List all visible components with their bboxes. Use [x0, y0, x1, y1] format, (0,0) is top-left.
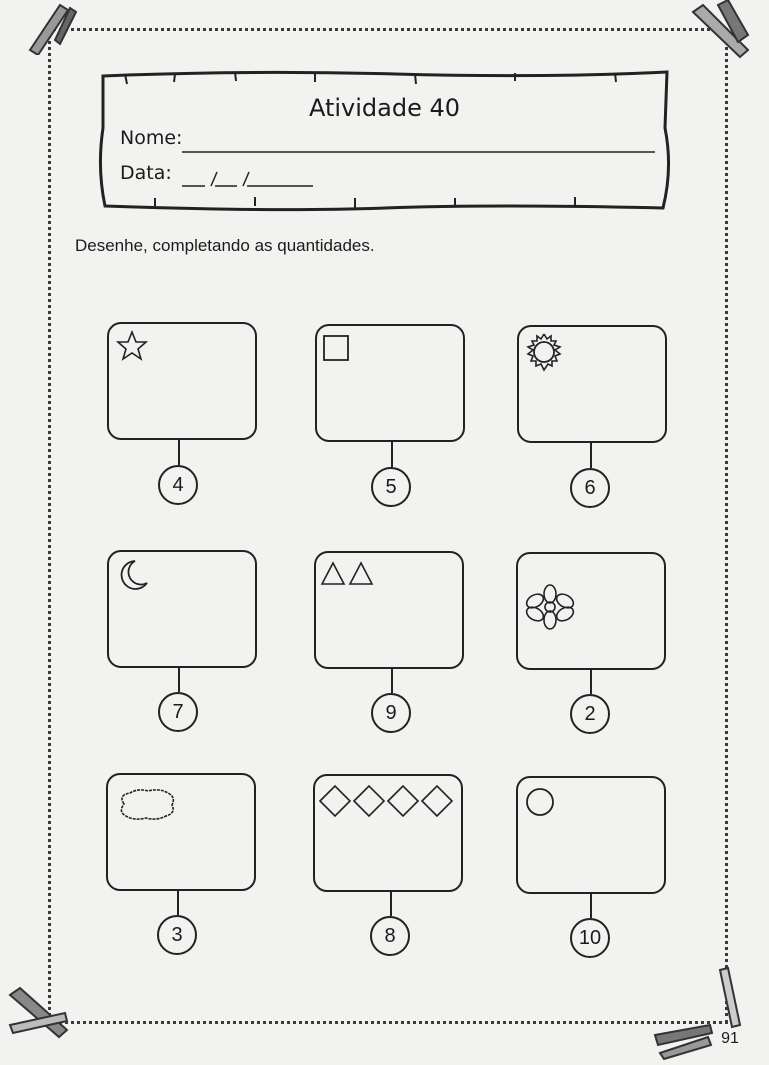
target-number: 5 [371, 467, 411, 507]
target-number: 8 [370, 916, 410, 956]
star-icon [116, 330, 148, 362]
sun-icon [524, 332, 564, 372]
target-number: 3 [157, 915, 197, 955]
date-label: Data: [120, 162, 172, 184]
pencil-bottom-left-icon [5, 985, 75, 1040]
moon-icon [115, 557, 151, 593]
target-number: 4 [158, 465, 198, 505]
activity-title: Atividade 40 [308, 94, 461, 122]
target-number: 2 [570, 694, 610, 734]
flower-icon [524, 583, 576, 631]
pencil-top-right-icon [688, 0, 758, 60]
target-number: 6 [570, 468, 610, 508]
target-number: 10 [570, 918, 610, 958]
target-number: 7 [158, 692, 198, 732]
name-label: Nome: [120, 127, 183, 149]
target-number: 9 [371, 693, 411, 733]
square-icon [322, 334, 350, 362]
cloud-icon [116, 787, 178, 821]
diamond-icon [318, 784, 456, 818]
circle-icon [524, 786, 556, 818]
page-number: 91 [721, 1030, 739, 1047]
pencil-top-left-icon [20, 0, 80, 55]
triangle-icon [320, 560, 378, 586]
instruction-text: Desenhe, completando as quantidades. [75, 236, 375, 255]
